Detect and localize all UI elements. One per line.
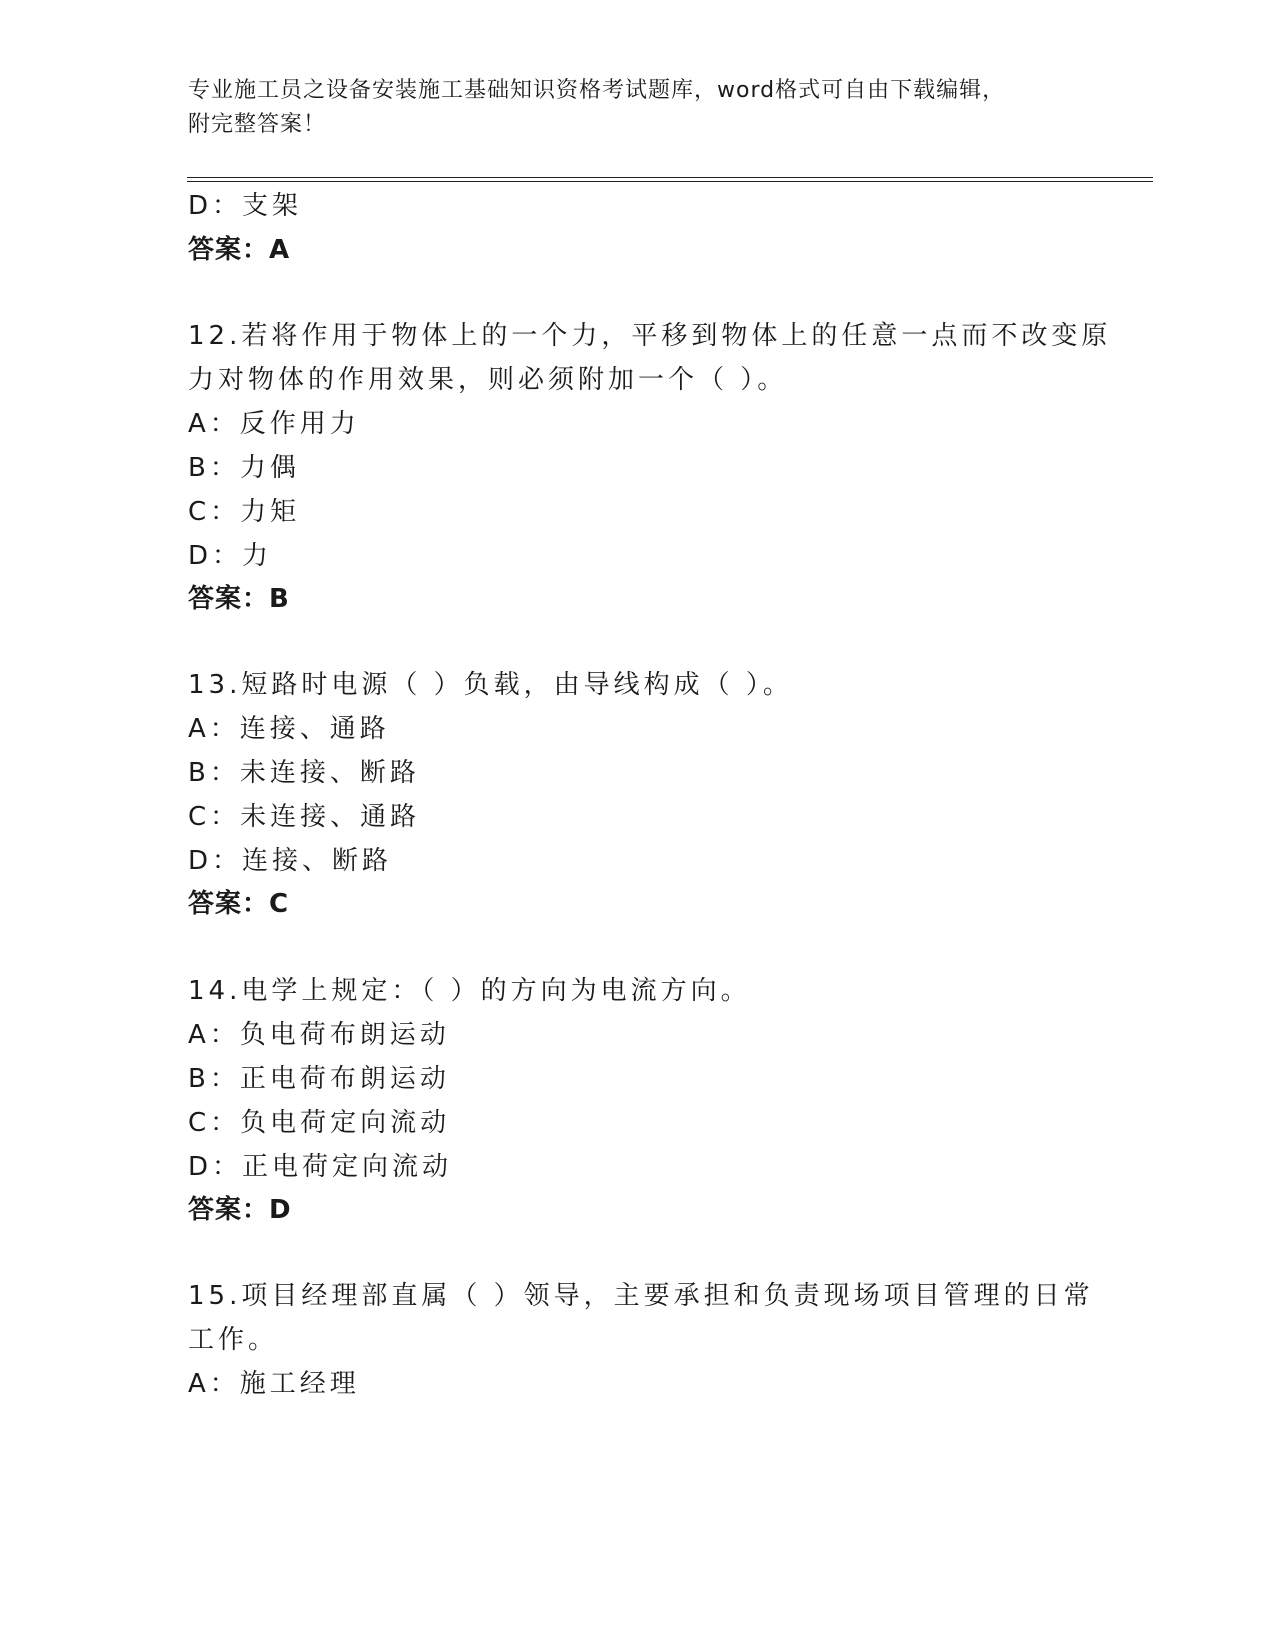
option-a: A：负电荷布朗运动 (188, 1020, 450, 1050)
answer-line: 答案：C (188, 889, 290, 919)
question-12-text-cont: 力对物体的作用效果，则必须附加一个（ ）。 (188, 365, 788, 395)
option-d: D：正电荷定向流动 (188, 1152, 453, 1182)
option-c: C：力矩 (188, 497, 301, 527)
option-a: A：连接、通路 (188, 714, 390, 744)
option-c: C：未连接、通路 (188, 802, 421, 832)
answer-line: 答案：D (188, 1195, 292, 1225)
header-divider-bottom (187, 181, 1153, 182)
document-header (188, 74, 1088, 142)
option-d: D：连接、断路 (188, 846, 393, 876)
question-14-text: 14.电学上规定：（ ）的方向为电流方向。 (188, 976, 751, 1006)
option-a: A：反作用力 (188, 409, 360, 439)
option-a: A：施工经理 (188, 1369, 360, 1399)
option-b: B：未连接、断路 (188, 758, 420, 788)
header-line-1: 专业施工员之设备安装施工基础知识资格考试题库，word格式可自由下载编辑， (188, 78, 1006, 103)
option-d: D：力 (188, 541, 273, 571)
header-line-2: 附完整答案！ (188, 112, 327, 137)
question-15-text-cont: 工作。 (188, 1325, 279, 1355)
question-12-text: 12.若将作用于物体上的一个力，平移到物体上的任意一点而不改变原 (188, 321, 1112, 351)
question-15-text: 15.项目经理部直属（ ）领导，主要承担和负责现场项目管理的日常 (188, 1281, 1094, 1311)
answer-line: 答案：B (188, 584, 290, 614)
option-d: D：支架 (188, 191, 303, 221)
question-13-text: 13.短路时电源（ ）负载，由导线构成（ ）。 (188, 670, 793, 700)
header-divider-top (187, 177, 1153, 178)
option-b: B：力偶 (188, 453, 300, 483)
option-c: C：负电荷定向流动 (188, 1108, 451, 1138)
option-b: B：正电荷布朗运动 (188, 1064, 450, 1094)
answer-line: 答案：A (188, 235, 291, 265)
